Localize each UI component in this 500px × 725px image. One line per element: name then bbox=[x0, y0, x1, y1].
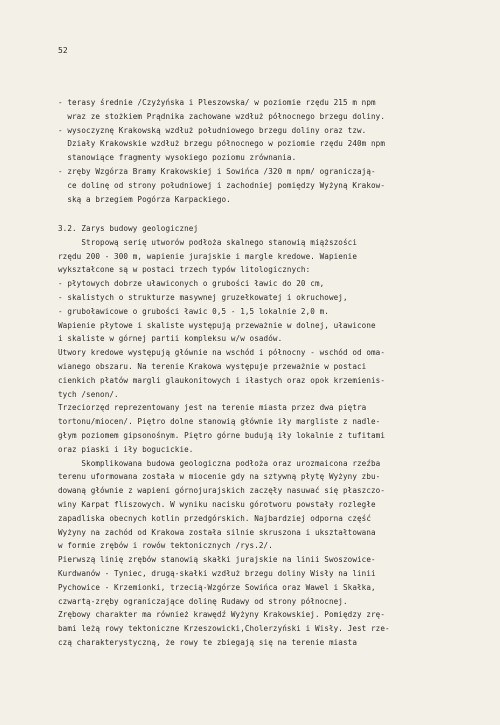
text-line: wianego obszaru. Na terenie Krakowa występuje przeważnie w postaci bbox=[58, 361, 367, 371]
text-line: - zręby Wzgórza Bramy Krakowskiej i Sowińca /320 m npm/ ograniczają- bbox=[58, 166, 376, 176]
text-line: Stropową serię utworów podłoża skalnego stanowią miąższości bbox=[58, 237, 357, 247]
geology-section bbox=[58, 222, 450, 650]
text-line: Działy Krakowskie wzdłuż brzegu północnego w poziomie rzędu 240m npm bbox=[58, 139, 386, 149]
text-line: w formie zrębów i rowów tektonicznych /rys.2/. bbox=[58, 541, 273, 551]
text-line: tortonu/miocen/. Piętro dolne stanowią głównie iły margliste z nadle- bbox=[58, 417, 381, 427]
text-line: Wapienie płytowe i skaliste występują przeważnie w dolnej, uławicone bbox=[58, 320, 376, 330]
text-line: wykształcone są w postaci trzech typów litologicznych: bbox=[58, 265, 311, 275]
text-line: czą charakterystyczną, że rowy te zbiegają się na terenie miasta bbox=[58, 637, 357, 647]
text-line: i skaliste w górnej partii kompleksu w/w osadów. bbox=[58, 334, 283, 344]
text-line: - terasy średnie /Czyżyńska i Pleszowska/ w poziomie rzędu 215 m npm bbox=[58, 98, 376, 107]
text-line: cienkich płatów margli glaukonitowych i iłastych oraz opok krzemienis- bbox=[58, 375, 386, 385]
text-line: Wyżyny na zachód od Krakowa została silnie skruszona i ukształtowana bbox=[58, 527, 376, 537]
text-line: ską a brzegiem Pogórza Karpackiego. bbox=[58, 194, 231, 204]
text-line: Zrębowy charakter ma również krawędź Wyżyny Krakowskiej. Pomiędzy zrę- bbox=[58, 610, 386, 620]
terrain-list bbox=[58, 96, 450, 206]
page-number: 52 bbox=[58, 46, 68, 55]
text-line: Pierwszą linię zrębów stanowią skałki jurajskie na linii Swoszowice- bbox=[58, 555, 376, 565]
text-line: głym poziomem gipsonośnym. Piętro górne budują iły lokalnie z tufitami bbox=[58, 430, 386, 440]
section-heading: 3.2. Zarys budowy geologicznej bbox=[58, 224, 199, 233]
text-line: Skomplikowana budowa geologiczna podłoża oraz urozmaicona rzeźba bbox=[58, 458, 381, 468]
text-line: Utwory kredowe występują głównie na wschód i północny - wschód od oma- bbox=[58, 348, 386, 358]
text-line: winy Karpat fliszowych. W wyniku nacisku górotworu powstały rozległe bbox=[58, 499, 376, 509]
text-line: - płytowych dobrze uławiconych o grubości ławic do 20 cm, bbox=[58, 279, 325, 289]
text-line: ce dolinę od strony południowej i zachodniej pomiędzy Wyżyną Krakow- bbox=[58, 180, 386, 190]
text-line: dowaną głównie z wapieni górnojurajskich zaczęły nasuwać się płaszczo- bbox=[58, 486, 386, 496]
text-line: bami leżą rowy tektoniczne Krzeszowicki,Cholerzyński i Wisły. Jest rze- bbox=[58, 624, 390, 634]
text-line: czwartą-zręby ograniczające dolinę Rudawy od strony północnej. bbox=[58, 596, 348, 606]
text-line: Trzeciorzęd reprezentowany jest na terenie miasta przez dwa piętra bbox=[58, 403, 367, 413]
text-line: oraz piaski i iły bogucickie. bbox=[58, 444, 194, 454]
text-line: stanowiące fragmenty wysokiego poziomu zrównania. bbox=[58, 153, 297, 163]
text-line: - skalistych o strukturze masywnej gruzełkowatej i okruchowej, bbox=[58, 292, 348, 302]
text-line: zapadliska obecnych kotlin przedgórskich. Najbardziej odporna część bbox=[58, 513, 372, 523]
text-line: terenu uformowana została w miocenie gdy na sztywną płytę Wyżyny zbu- bbox=[58, 472, 381, 482]
text-line: tych /senon/. bbox=[58, 389, 119, 399]
text-line: - wysoczyznę Krakowską wzdłuż południowego brzegu doliny oraz tzw. bbox=[58, 125, 367, 135]
text-line: wraz ze stożkiem Prądnika zachowane wzdłuż północnego brzegu doliny. bbox=[58, 111, 386, 121]
text-line: rzędu 200 - 300 m, wapienie jurajskie i margle kredowe. Wapienie bbox=[58, 251, 357, 261]
text-line: - gruboławicowe o grubości ławic 0,5 - 1,5 lokalnie 2,0 m. bbox=[58, 306, 329, 316]
text-line: Pychowice - Krzemionki, trzecią-Wzgórze Sowińca oraz Wawel i Skałka, bbox=[58, 582, 376, 592]
text-line: Kurdwanów - Tyniec, drugą-skałki wzdłuż brzegu doliny Wisły na linii bbox=[58, 568, 376, 578]
